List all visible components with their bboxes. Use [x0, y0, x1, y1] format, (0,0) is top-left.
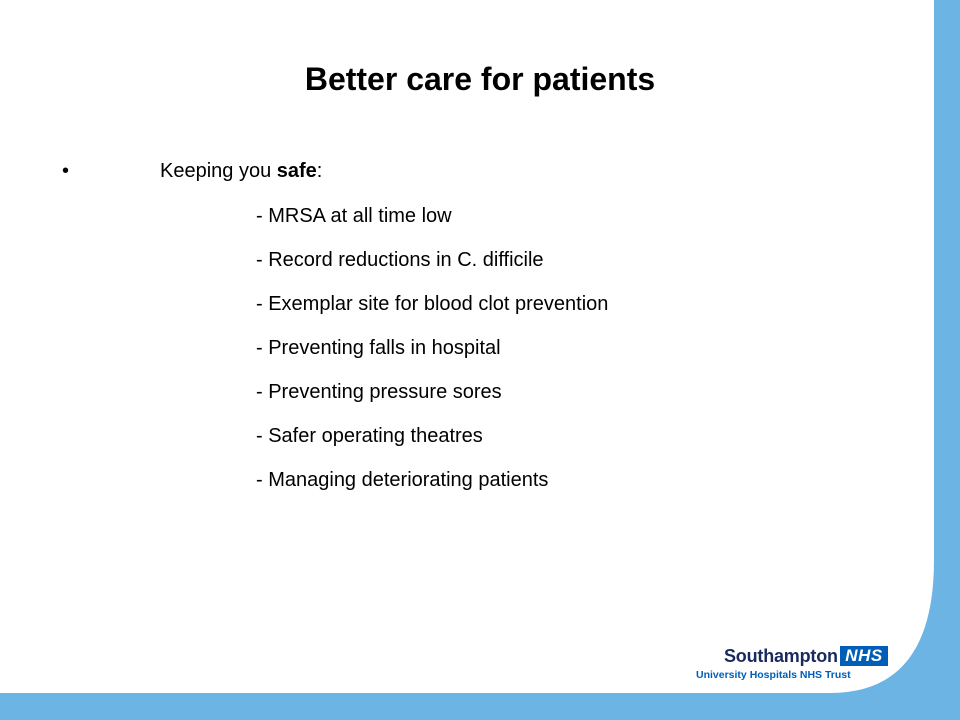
list-item: - Exemplar site for blood clot prevention	[256, 293, 609, 315]
bullet-lead: Keeping you	[160, 160, 277, 182]
list-item: - Safer operating theatres	[256, 425, 483, 447]
bullet-text	[160, 155, 322, 187]
logo-trust-name: University Hospitals NHS Trust	[696, 669, 851, 681]
list-item: - Record reductions in C. difficile	[256, 249, 544, 271]
nhs-trust-logo	[694, 644, 890, 684]
frame-bottom-band	[0, 693, 934, 720]
bullet-emphasis: safe	[276, 160, 317, 182]
list-item: - Managing deteriorating patients	[256, 469, 549, 491]
slide-title: Better care for patients	[304, 61, 656, 97]
list-item: - MRSA at all time low	[256, 205, 452, 227]
frame-right-band	[934, 0, 960, 720]
logo-name: Southampton	[724, 646, 838, 666]
list-item: - Preventing pressure sores	[256, 381, 502, 403]
safety-items-list	[256, 200, 608, 508]
list-item: - Preventing falls in hospital	[256, 337, 501, 359]
nhs-badge: NHS	[840, 646, 888, 666]
bullet-marker: •	[62, 160, 70, 182]
bullet-tail: :	[316, 160, 323, 182]
